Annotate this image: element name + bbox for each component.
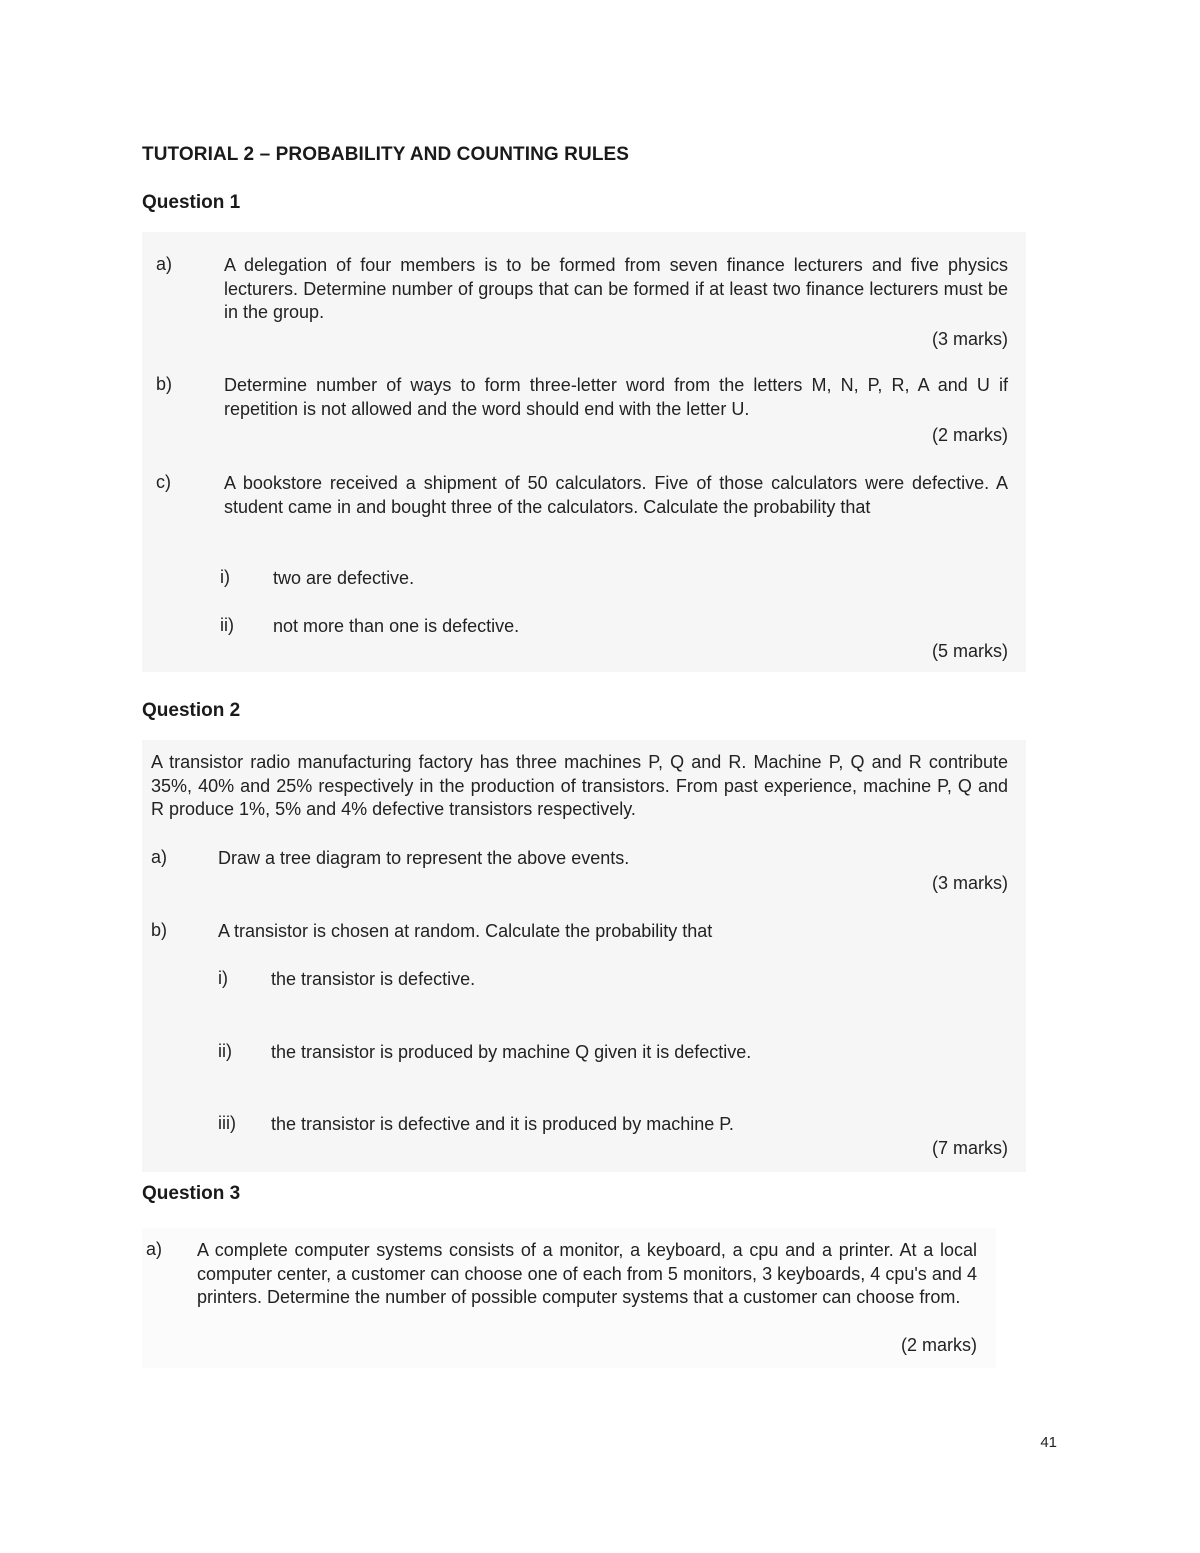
q2-b-item-label: ii)	[218, 1041, 232, 1061]
question-1-heading: Question 1	[142, 192, 241, 213]
q1-part-c-text: A bookstore received a shipment of 50 calculators. Five of those calculators were defective. A student came in and bought three of the calculators. Calculate the probability that	[224, 473, 1008, 517]
page-title: TUTORIAL 2 – PROBABILITY AND COUNTING RULES	[142, 144, 630, 165]
q1-part-a-label: a)	[156, 254, 173, 274]
q1-part-a-text: A delegation of four members is to be formed from seven finance lecturers and five physics lecturers. Determine number of groups that can be formed if at least two finance lecturers must be in the group.	[224, 255, 1008, 322]
q2-intro-text: A transistor radio manufacturing factory has three machines P, Q and R. Machine P, Q and R contribute 35%, 40% and 25% respectively in the production of transistors. From past experience, machine P, Q and R produce 1%, 5% and 4% defective transistors respectively.	[151, 752, 1008, 819]
q2-b-item-text: the transistor is defective and it is produced by machine P.	[271, 1114, 734, 1134]
q2-part-b-text: A transistor is chosen at random. Calculate the probability that	[218, 921, 713, 941]
q1-c-item-text: two are defective.	[273, 568, 415, 588]
q1-part-b-text: Determine number of ways to form three-letter word from the letters M, N, P, R, A and U if repetition is not allowed and the word should end with the letter U.	[224, 375, 1008, 419]
question-3-scan-block	[142, 1228, 996, 1368]
q1-part-c-label: c)	[156, 472, 171, 492]
q1-part-b-label: b)	[156, 374, 173, 394]
q2-b-item-label: i)	[218, 968, 228, 988]
question-2-heading: Question 2	[142, 700, 241, 721]
question-1-scan-block	[142, 232, 1026, 672]
q1-c-item-label: i)	[220, 567, 230, 587]
q3-part-a-label: a)	[146, 1239, 163, 1259]
q1-part-b-marks: (2 marks)	[932, 425, 1008, 445]
q2-b-item-text: the transistor is produced by machine Q given it is defective.	[271, 1042, 752, 1062]
q2-b-item-text: the transistor is defective.	[271, 969, 476, 989]
q1-c-item-label: ii)	[220, 615, 234, 635]
q2-b-item-label: iii)	[218, 1113, 236, 1133]
q1-c-item-text: not more than one is defective.	[273, 616, 520, 636]
q3-part-a-marks: (2 marks)	[901, 1335, 977, 1355]
q2-part-b-marks: (7 marks)	[932, 1138, 1008, 1158]
q2-part-a-text: Draw a tree diagram to represent the above events.	[218, 848, 630, 868]
q3-part-a-text: A complete computer systems consists of a monitor, a keyboard, a cpu and a printer. At a local computer center, a customer can choose one of each from 5 monitors, 3 keyboards, 4 cpu's and 4 printers. Determine the number of possible computer systems that a customer can choose from.	[197, 1240, 977, 1307]
q1-part-c-marks: (5 marks)	[932, 641, 1008, 661]
question-3-heading: Question 3	[142, 1183, 241, 1204]
q2-part-b-label: b)	[151, 920, 168, 940]
question-2-scan-block	[142, 740, 1026, 1172]
page-number: 41	[1040, 1434, 1057, 1451]
q2-part-a-marks: (3 marks)	[932, 873, 1008, 893]
q1-part-a-marks: (3 marks)	[932, 329, 1008, 349]
q2-part-a-label: a)	[151, 847, 168, 867]
